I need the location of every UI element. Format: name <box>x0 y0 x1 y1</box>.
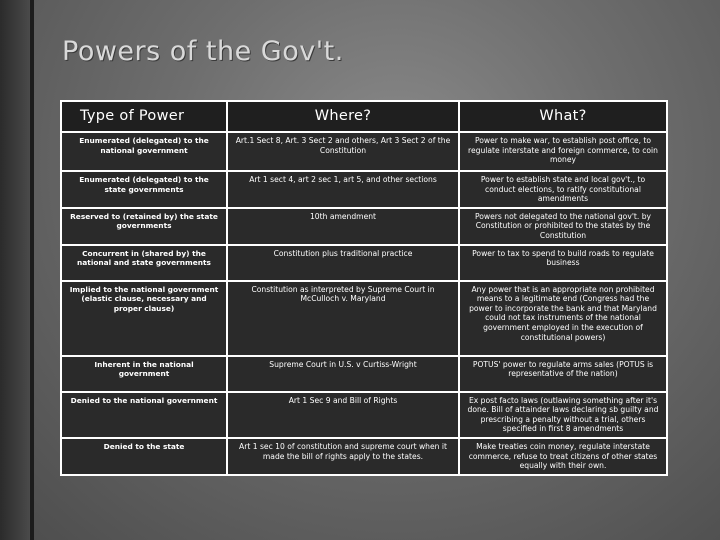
cell-where: Art 1 Sec 9 and Bill of Rights <box>227 392 459 438</box>
cell-type: Implied to the national government (elastic clause, necessary and proper clause) <box>61 281 227 356</box>
cell-type: Enumerated (delegated) to the state governments <box>61 171 227 208</box>
table-row <box>61 438 667 475</box>
cell-where: Art.1 Sect 8, Art. 3 Sect 2 and others, Art 3 Sect 2 of the Constitution <box>227 132 459 171</box>
table-row <box>61 245 667 281</box>
cell-what: Make treaties coin money, regulate interstate commerce, refuse to treat citizens of other states equally with their own. <box>459 438 667 475</box>
cell-type: Inherent in the national government <box>61 356 227 392</box>
cell-what: Ex post facto laws (outlawing something after it's done. Bill of attainder laws declaring sb guilty and prescribing a penalty without a trial, others specified in first 8 amendments <box>459 392 667 438</box>
header-type-of-power: Type of Power <box>61 101 227 132</box>
powers-table <box>60 100 668 476</box>
slide-title: Powers of the Gov't. <box>62 36 344 67</box>
cell-what: Power to establish state and local gov't., to conduct elections, to ratify constitutional amendments <box>459 171 667 208</box>
cell-type: Denied to the national government <box>61 392 227 438</box>
cell-type: Reserved to (retained by) the state governments <box>61 208 227 245</box>
cell-where: Art 1 sect 4, art 2 sec 1, art 5, and other sections <box>227 171 459 208</box>
powers-table-container <box>60 100 666 476</box>
table-row <box>61 171 667 208</box>
cell-type: Denied to the state <box>61 438 227 475</box>
cell-what: POTUS' power to regulate arms sales (POTUS is representative of the nation) <box>459 356 667 392</box>
cell-what: Power to make war, to establish post office, to regulate interstate and foreign commerce, to coin money <box>459 132 667 171</box>
table-header-row <box>61 101 667 132</box>
table-row <box>61 392 667 438</box>
cell-where: Constitution plus traditional practice <box>227 245 459 281</box>
cell-where: Supreme Court in U.S. v Curtiss-Wright <box>227 356 459 392</box>
header-what: What? <box>459 101 667 132</box>
left-accent-edge <box>30 0 34 540</box>
table-row <box>61 132 667 171</box>
cell-type: Concurrent in (shared by) the national and state governments <box>61 245 227 281</box>
header-where: Where? <box>227 101 459 132</box>
table-row <box>61 208 667 245</box>
cell-what: Any power that is an appropriate non prohibited means to a legitimate end (Congress had the power to incorporate the bank and that Maryland could not tax instruments of the national government employed in the execution of constitutional powers) <box>459 281 667 356</box>
cell-type: Enumerated (delegated) to the national government <box>61 132 227 171</box>
table-row <box>61 356 667 392</box>
cell-where: Constitution as interpreted by Supreme Court in McCulloch v. Maryland <box>227 281 459 356</box>
cell-where: 10th amendment <box>227 208 459 245</box>
table-row <box>61 281 667 356</box>
cell-what: Powers not delegated to the national gov't. by Constitution or prohibited to the states by the Constitution <box>459 208 667 245</box>
left-accent-bar <box>0 0 31 540</box>
cell-where: Art 1 sec 10 of constitution and supreme court when it made the bill of rights apply to the states. <box>227 438 459 475</box>
cell-what: Power to tax to spend to build roads to regulate business <box>459 245 667 281</box>
